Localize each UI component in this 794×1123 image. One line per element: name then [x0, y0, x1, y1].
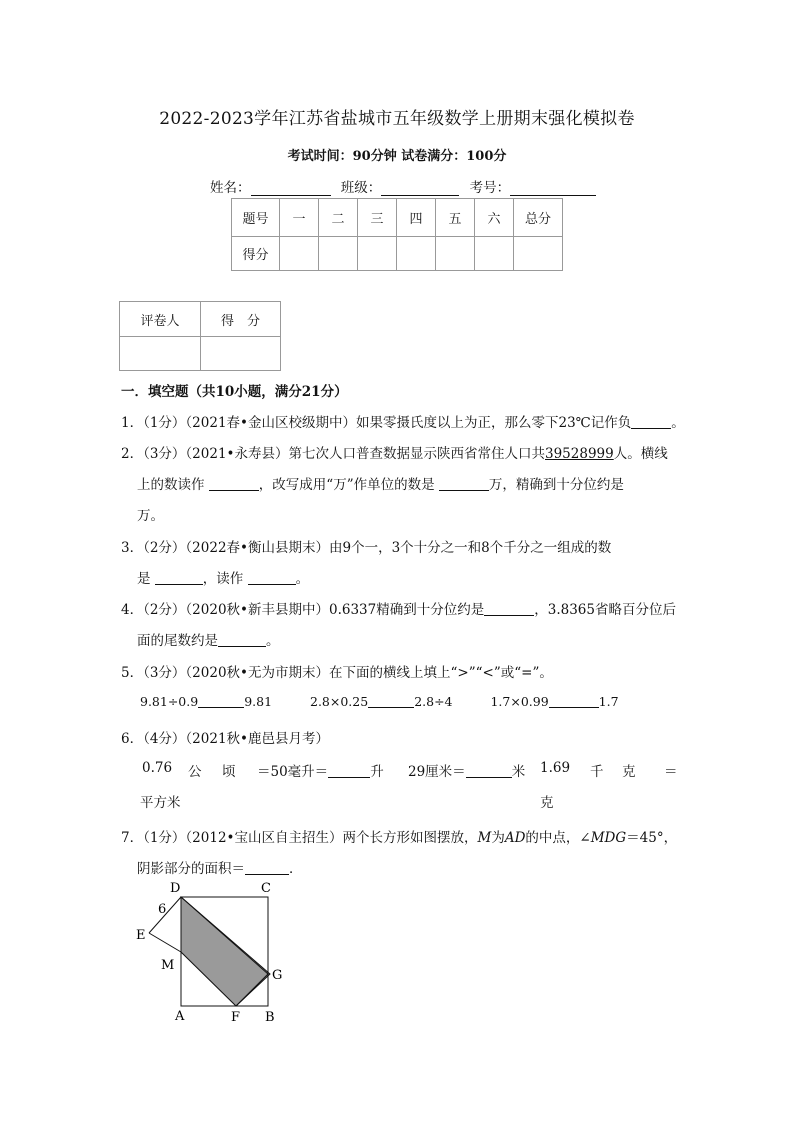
score-cell[interactable]	[475, 237, 514, 271]
q5-expr-b2: 2.8÷4	[414, 694, 453, 709]
q5-expr-b: 2.8×0.25	[310, 694, 369, 709]
page-title: 2022-2023学年江苏省盐城市五年级数学上册期末强化模拟卷	[159, 109, 635, 129]
exam-no-label: 考号：	[469, 180, 511, 196]
q6-number-b: 1.69	[540, 760, 571, 776]
label-d: D	[170, 881, 181, 896]
q7-text-2: 为	[491, 830, 505, 846]
q7-var-ad: AD	[504, 830, 526, 846]
q2-blank-read[interactable]	[209, 477, 259, 491]
q2-blank-wan[interactable]	[439, 477, 489, 491]
shaded-rectangle	[181, 897, 270, 1006]
score-cell[interactable]	[397, 237, 436, 271]
score-header: 三	[358, 199, 397, 237]
exam-no-blank[interactable]	[510, 181, 596, 196]
q6-litre: 升	[370, 764, 384, 780]
q7-text: 7．（1分）（2012•宝山区自主招生）两个长方形如图摆放，	[121, 830, 478, 846]
q2-text-mid: 人。横线	[613, 446, 668, 462]
q4-text: 4．（2分）（2020秋•新丰县期中）0.6337精确到十分位约是	[121, 602, 485, 618]
q2-text: 2．（3分）（2021•永寿县）第七次人口普查数据显示陕西省常住人口共	[121, 446, 545, 462]
q6-ml-text: ＝50毫升＝	[257, 764, 329, 780]
question-1	[121, 411, 685, 431]
label-e: E	[136, 928, 146, 943]
q6-ml	[257, 760, 384, 780]
q6-unit-g: 克	[540, 795, 554, 811]
q5-expr-c: 1.7×0.99	[490, 694, 549, 709]
score-table	[231, 198, 563, 271]
student-info	[210, 176, 596, 196]
question-7-line-2	[137, 857, 303, 877]
question-6: 6．（4分）（2021秋•鹿邑县月考）	[121, 731, 329, 747]
q6-blank-metre[interactable]	[466, 764, 512, 778]
q6-gong: 公	[188, 764, 202, 780]
q4-text-2: ，3.8365省略百分位后	[534, 602, 676, 618]
q7-angle: ∠MDG	[579, 830, 627, 846]
q4-blank-1[interactable]	[484, 602, 534, 616]
q3-is-label: 是	[137, 571, 151, 587]
q7-text-4: ＝45°，	[626, 830, 678, 846]
q3-read-label: ，读作	[202, 571, 244, 587]
q6-cm	[408, 760, 525, 780]
label-c: C	[261, 881, 271, 896]
q5-blank-b[interactable]	[368, 694, 414, 708]
q6-number-a: 0.76	[142, 760, 173, 776]
question-7	[121, 826, 677, 846]
score-header: 总分	[514, 199, 563, 237]
q2-wan-label: ，改写成用“万”作单位的数是	[258, 477, 435, 493]
exam-subtitle: 考试时间：90分钟 试卷满分：100分	[287, 149, 507, 164]
q5-expr-c2: 1.7	[598, 694, 619, 709]
grader-header: 评卷人	[120, 302, 201, 337]
question-5-items	[140, 694, 619, 709]
q1-suffix: 。	[671, 415, 685, 431]
score-cell[interactable]	[280, 237, 319, 271]
q2-number: 39528999	[545, 446, 614, 462]
question-4-line-2	[137, 629, 280, 649]
q6-equals: ＝	[664, 764, 678, 780]
q1-text: 1．（1分）（2021春•金山区校级期中）如果零摄氏度以上为正，那么零下23℃记作负	[121, 415, 632, 431]
class-blank[interactable]	[381, 181, 459, 196]
q3-blank-number[interactable]	[155, 571, 203, 585]
score-header: 四	[397, 199, 436, 237]
segment-em	[149, 933, 181, 952]
question-5: 5．（3分）（2020秋•无为市期末）在下面的横线上填上“>”“<”或“=”。	[121, 665, 553, 681]
q4-text-3: 面的尾数约是	[137, 633, 218, 649]
q1-blank[interactable]	[631, 415, 671, 429]
score-row-label: 得分	[232, 237, 280, 271]
question-2	[121, 442, 668, 462]
q7-blank[interactable]	[245, 861, 289, 875]
q6-qian: 千	[590, 764, 604, 780]
q6-qing: 顷	[222, 764, 236, 780]
name-label: 姓名：	[210, 180, 251, 196]
question-2-line-2	[137, 473, 624, 493]
score-cell[interactable]	[514, 237, 563, 271]
q3-blank-read[interactable]	[248, 571, 296, 585]
label-m: M	[161, 958, 175, 973]
q2-round-label: 万，精确到十分位约是	[488, 477, 624, 493]
q6-ke: 克	[622, 764, 636, 780]
section-1-title: 一．填空题（共10小题，满分21分）	[121, 384, 348, 400]
class-label: 班级：	[340, 180, 382, 196]
q7-text-5: 阴影部分的面积＝	[137, 861, 245, 877]
question-4	[121, 598, 676, 618]
score-header: 题号	[232, 199, 280, 237]
label-six: 6	[158, 902, 167, 917]
geometry-figure	[125, 875, 295, 1030]
q6-metre: 米	[511, 764, 526, 780]
label-b: B	[265, 1010, 275, 1025]
label-g: G	[272, 968, 283, 983]
name-blank[interactable]	[251, 181, 331, 196]
q5-expr-a2: 9.81	[244, 694, 273, 709]
grader-cell[interactable]	[201, 337, 281, 371]
q5-expr-a: 9.81÷0.9	[140, 694, 199, 709]
q5-blank-c[interactable]	[549, 694, 599, 708]
score-cell[interactable]	[436, 237, 475, 271]
score-cell[interactable]	[319, 237, 358, 271]
label-f: F	[231, 1010, 241, 1025]
q3-end: 。	[295, 571, 310, 587]
score-header: 六	[475, 199, 514, 237]
q6-cm-text: 29厘米＝	[408, 764, 466, 780]
grader-table	[119, 301, 281, 371]
score-header: 二	[319, 199, 358, 237]
score-header: 五	[436, 199, 475, 237]
question-2-line-3: 万。	[137, 508, 164, 524]
score-cell[interactable]	[358, 237, 397, 271]
q5-blank-a[interactable]	[198, 694, 244, 708]
score-header: 一	[280, 199, 319, 237]
q7-var-m: M	[477, 830, 492, 846]
q6-unit-sqm: 平方米	[140, 795, 181, 811]
q7-end: ．	[289, 861, 303, 877]
q2-read-label: 上的数读作	[137, 477, 205, 493]
q4-blank-2[interactable]	[218, 633, 266, 647]
question-3: 3．（2分）（2022春•衡山县期末）由9个一，3个十分之一和8个千分之一组成的数	[121, 540, 612, 556]
grader-header: 得 分	[201, 302, 281, 337]
grader-cell[interactable]	[120, 337, 201, 371]
label-a: A	[175, 1009, 185, 1024]
q7-text-3: 的中点，	[525, 830, 580, 846]
q6-blank-litre[interactable]	[328, 764, 370, 778]
q4-end: 。	[266, 633, 280, 649]
question-3-line-2	[137, 567, 309, 587]
